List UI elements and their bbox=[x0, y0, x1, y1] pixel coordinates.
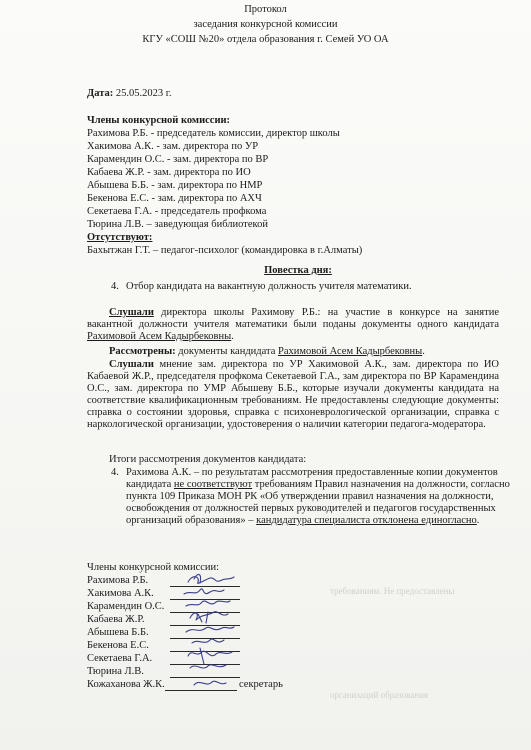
signature-name: Рахимова Р.Б. bbox=[87, 575, 149, 586]
heard-text: директора школы Рахимову Р.Б.: на участие в конкурсе на занятие вакантной должности учителя математики были поданы документы одного кандидата bbox=[87, 307, 499, 330]
opinion-text: мнение зам. директора по УР Хакимовой А.К., зам. директора по ИО Кабаевой Ж.Р., председателя профкома Секетаевой Г.А., зам директора по ВР Карамендина О.С., зам. директора по УМР Абышеву Б.Б., которые изучали документы кандидата на соответствие квалификационным требованиям. Не предоставлены следующие документы: справка о состоянии здоровья, справка с психоневрологической организации, справка с наркологической организации, удостоверения о наличии категории педагога-модератора. bbox=[87, 359, 499, 430]
member-item: Рахимова Р.Б. - председатель комиссии, директор школы bbox=[87, 128, 340, 139]
results-number: 4. bbox=[111, 467, 119, 478]
bleed-through-text: требованиям. Не предоставлены bbox=[330, 586, 455, 596]
heard-candidate: Рахимовой Асем Кадырбековны bbox=[87, 331, 232, 342]
member-item: Секетаева Г.А. - председатель профкома bbox=[87, 206, 267, 217]
member-item: Кабаева Ж.Р. - зам. директора по ИО bbox=[87, 167, 251, 178]
signature-name: Секетаева Г.А. bbox=[87, 653, 153, 664]
reviewed-paragraph bbox=[109, 346, 425, 358]
absent-heading: Отсутствуют: bbox=[87, 232, 153, 243]
agenda-heading: Повестка дня: bbox=[264, 265, 332, 276]
member-item: Бекенова Е.С. - зам. директора по АХЧ bbox=[87, 193, 262, 204]
member-item: Хакимова А.К. - зам. директора по УР bbox=[87, 141, 259, 152]
date-value: 25.05.2023 г. bbox=[113, 88, 172, 99]
results-not-compliant: не соответствуют bbox=[173, 479, 253, 490]
reviewed-text: документы кандидата bbox=[175, 346, 279, 357]
absent-item: Бахытжан Г.Т. – педагог-психолог (командировка в г.Алматы) bbox=[87, 245, 363, 256]
opinion-label: Слушали bbox=[109, 359, 154, 370]
members-heading: Члены конкурсной комиссии: bbox=[87, 115, 231, 126]
member-item: Абышева Б.Б. - зам. директора по НМР bbox=[87, 180, 263, 191]
agenda-item-number: 4. bbox=[111, 281, 119, 292]
signature-name: Бекенова Е.С. bbox=[87, 640, 149, 651]
results-text-1: Рахимова А.К. – по результатам рассмотрения предоставленные копии документов кандидата bbox=[126, 467, 498, 490]
heard-end: . bbox=[231, 331, 234, 342]
date-label: Дата: bbox=[87, 88, 114, 99]
results-text-2: требованиям Правил назначения на должности, согласно пункта 109 Приказа МОН РК «Об утверждении правил назначения на должности, освобождения от должностей первых руководителей и педагогов государственных организаций образования» – bbox=[126, 479, 510, 526]
signature-name: Хакимова А.К. bbox=[87, 588, 154, 599]
handwritten-signatures bbox=[180, 568, 240, 693]
signatures-heading: Члены конкурсной комиссии: bbox=[87, 562, 220, 573]
results-decision: кандидатура специалиста отклонена единогласно bbox=[256, 515, 477, 526]
reviewed-candidate: Рахимовой Асем Кадырбековны bbox=[278, 346, 423, 357]
heard-paragraph bbox=[87, 307, 499, 343]
doc-organization: КГУ «СОШ №20» отдела образования г. Семей УО ОА bbox=[142, 34, 389, 45]
signature-name: Кабаева Ж.Р. bbox=[87, 614, 145, 625]
member-item: Тюрина Л.В. – заведующая библиотекой bbox=[87, 219, 268, 230]
results-end: . bbox=[476, 515, 480, 526]
reviewed-label: Рассмотрены: bbox=[109, 346, 176, 357]
reviewed-end: . bbox=[422, 346, 425, 357]
doc-title: Протокол bbox=[244, 4, 287, 15]
signature-name: Кожаханова Ж.К. bbox=[87, 679, 165, 690]
results-paragraph bbox=[126, 467, 511, 527]
doc-subtitle: заседания конкурсной комиссии bbox=[193, 19, 338, 30]
signature-name: Тюрина Л.В. bbox=[87, 666, 144, 677]
signature-name: Карамендин О.С. bbox=[87, 601, 165, 612]
bleed-through-text: организаций образования bbox=[330, 690, 429, 700]
agenda-item: Отбор кандидата на вакантную должность учителя математики. bbox=[126, 281, 412, 292]
date-line bbox=[87, 88, 172, 100]
opinion-paragraph bbox=[87, 359, 499, 431]
results-heading: Итоги рассмотрения документов кандидата: bbox=[109, 454, 307, 465]
secretary-label: секретарь bbox=[239, 679, 283, 690]
member-item: Карамендин О.С. - зам. директора по ВР bbox=[87, 154, 269, 165]
heard-label: Слушали bbox=[109, 307, 154, 318]
signature-name: Абышева Б.Б. bbox=[87, 627, 149, 638]
